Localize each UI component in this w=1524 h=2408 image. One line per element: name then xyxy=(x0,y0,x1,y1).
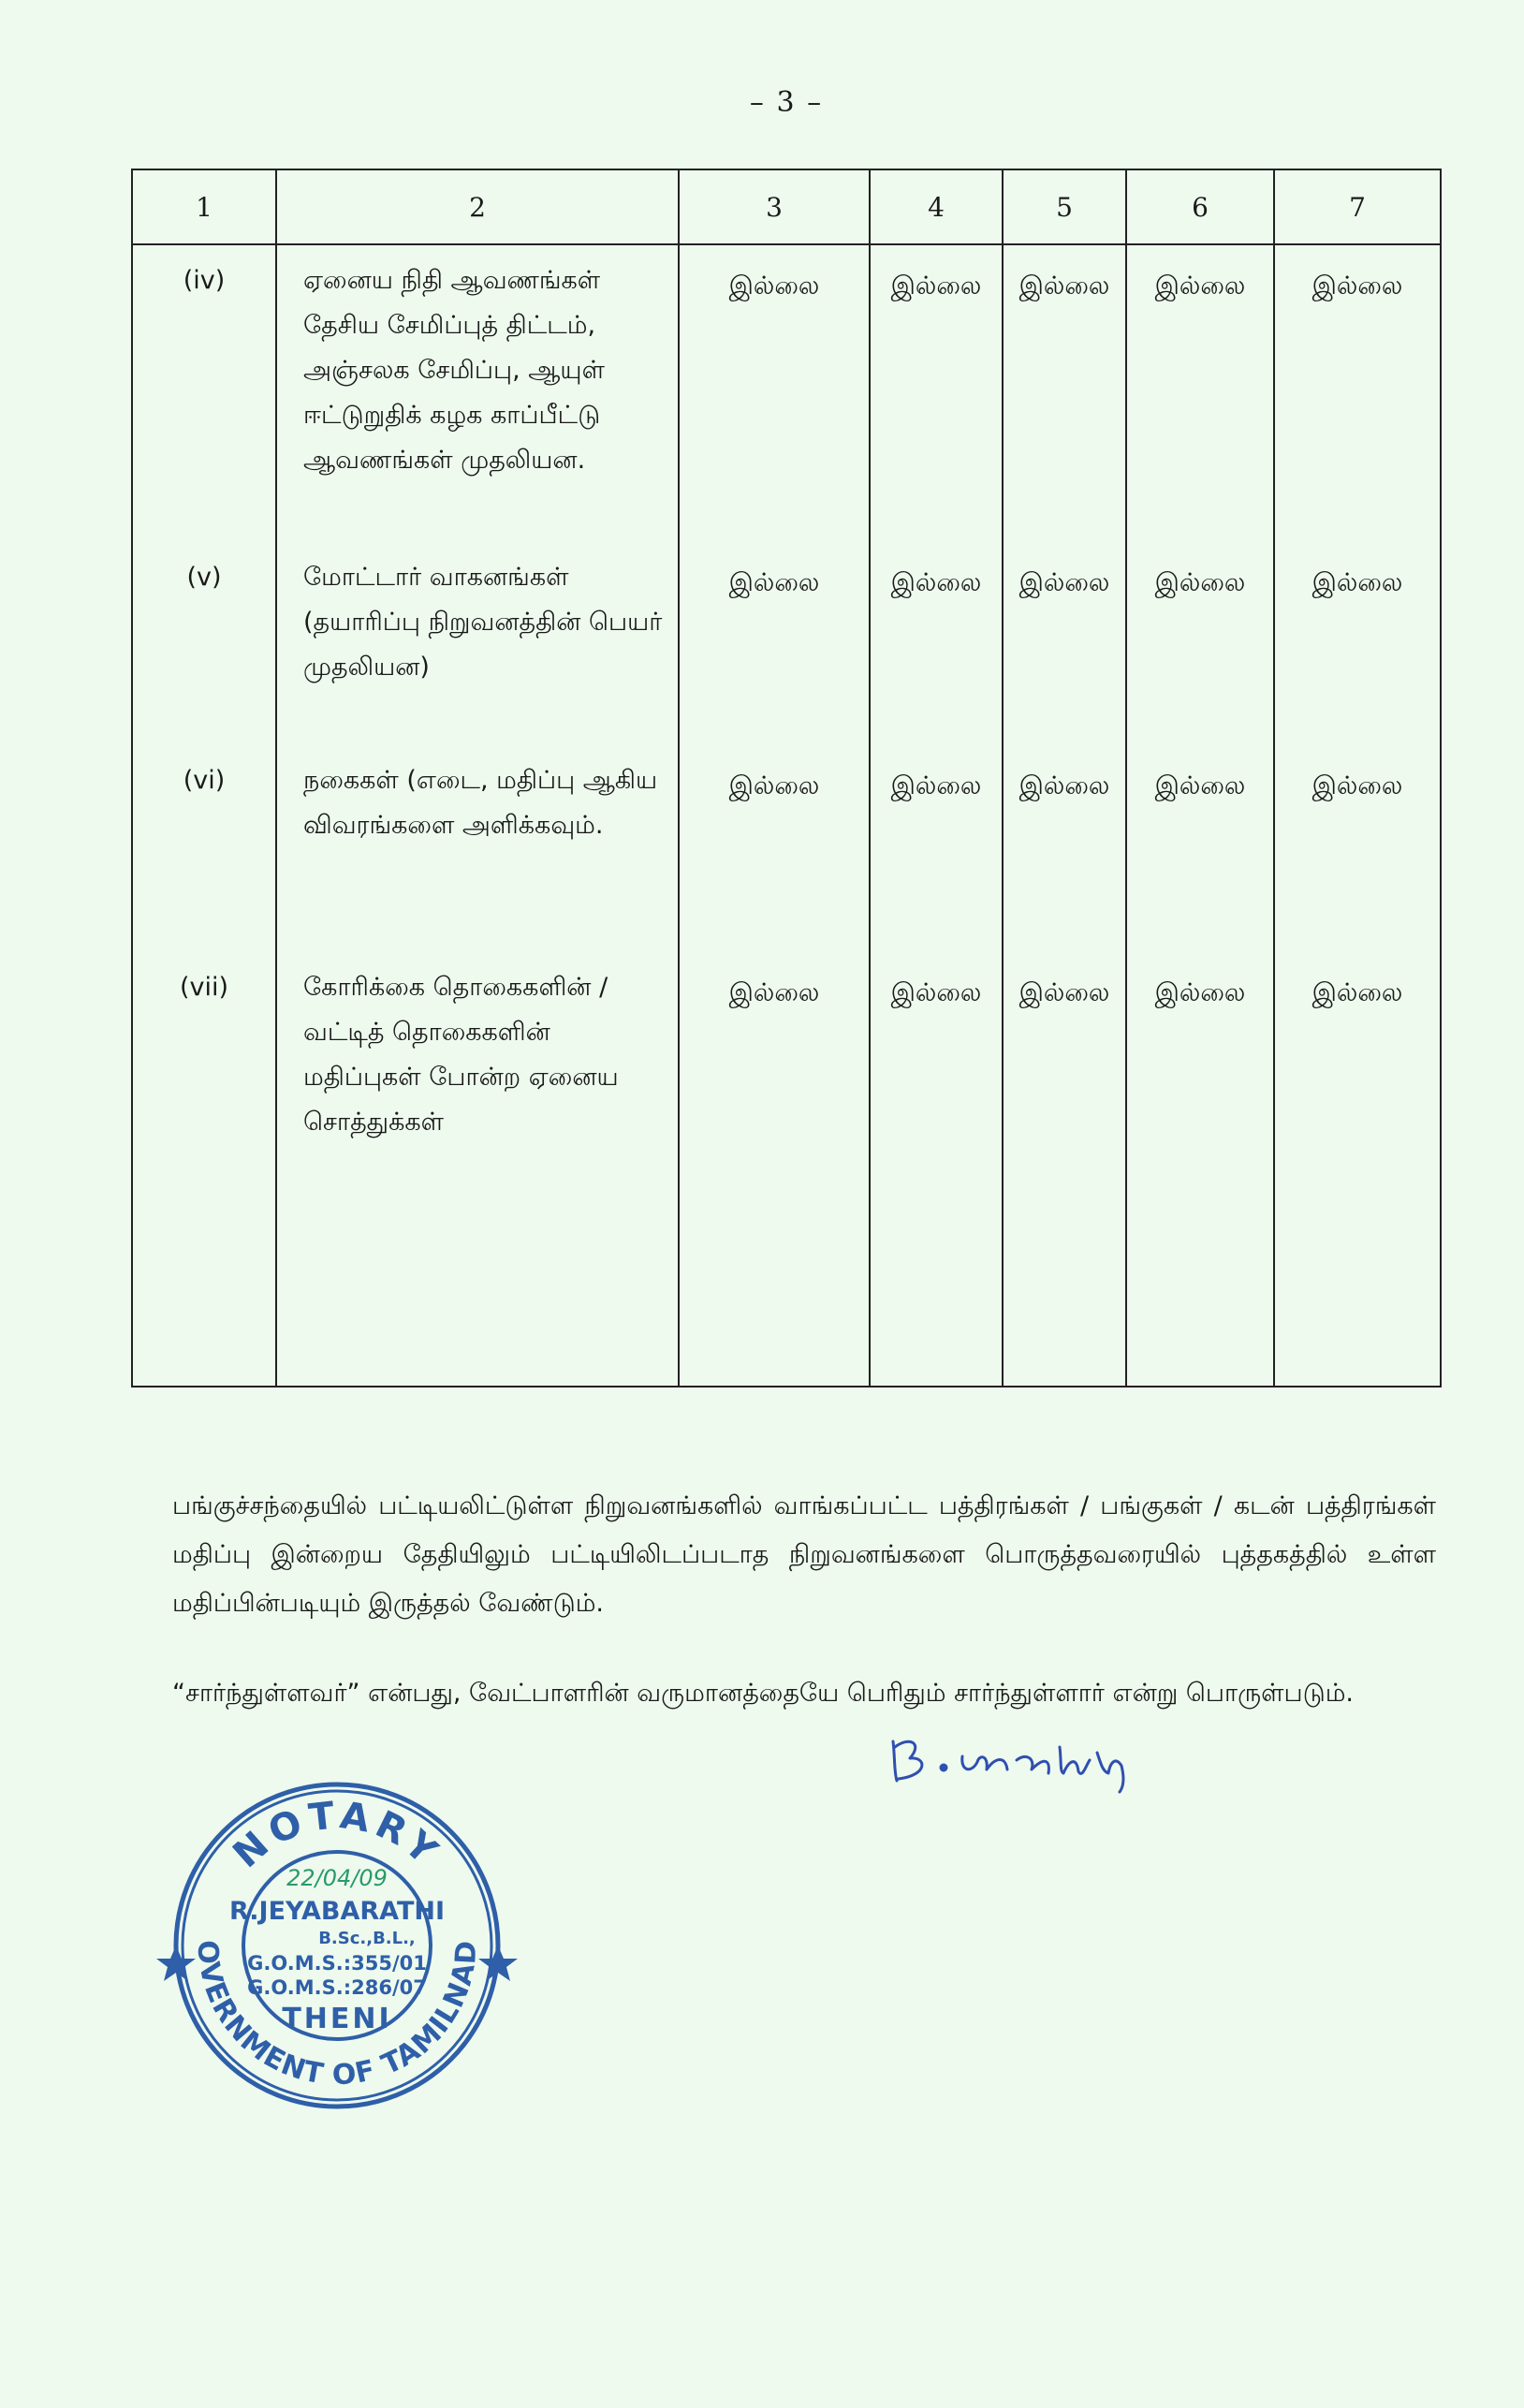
value-cell: இல்லை xyxy=(1126,952,1274,1387)
value-cell: இல்லை xyxy=(1003,745,1126,952)
value-cell: இல்லை xyxy=(679,952,870,1387)
row-description: நகைகள் (எடை, மதிப்பு ஆகிய விவரங்களை அளிக்கவும். xyxy=(276,745,679,952)
note-paragraph-securities: பங்குச்சந்தையில் பட்டியலிட்டுள்ள நிறுவனங்களில் வாங்கப்பட்ட பத்திரங்கள் / பங்குகள் / கடன் பத்திரங்கள் மதிப்பு இன்றைய தேதியிலும் பட்டியிலிடப்படாத நிறுவனங்களை பொருத்தவரையில் புத்தகத்தில் உள்ள மதிப்பின்படியும் இருத்தல் வேண்டும். xyxy=(172,1491,1436,1618)
star-icon xyxy=(156,1945,196,1981)
value-cell: இல்லை xyxy=(1126,745,1274,952)
stamp-place: THENI xyxy=(282,2003,392,2035)
row-description: கோரிக்கை தொகைகளின் / வட்டித் தொகைகளின் மதிப்புகள் போன்ற ஏனைய சொத்துக்கள் xyxy=(276,952,679,1387)
signature xyxy=(886,1719,1185,1798)
star-icon xyxy=(478,1945,518,1981)
table-row xyxy=(132,745,1441,952)
row-description: ஏனைய நிதி ஆவணங்கள் தேசிய சேமிப்புத் திட்டம், அஞ்சலக சேமிப்பு, ஆயுள் ஈட்டுறுதிக் கழக காப்பீட்டு ஆவணங்கள் முதலியன. xyxy=(276,244,679,542)
row-number: (v) xyxy=(132,542,276,745)
table-row xyxy=(132,952,1441,1387)
column-header: 5 xyxy=(1003,169,1126,244)
value-cell: இல்லை xyxy=(679,745,870,952)
stamp-degree: B.Sc.,B.L., xyxy=(318,1929,416,1948)
value-cell: இல்லை xyxy=(1003,952,1126,1387)
column-header: 1 xyxy=(132,169,276,244)
value-cell: இல்லை xyxy=(870,244,1003,542)
value-cell: இல்லை xyxy=(1274,244,1441,542)
notary-seal xyxy=(150,1779,524,2120)
page-number: – 3 – xyxy=(749,86,824,119)
signature-scribble-icon xyxy=(886,1719,1185,1794)
column-header: 3 xyxy=(679,169,870,244)
value-cell: இல்லை xyxy=(1003,542,1126,745)
stamp-goms-1: G.O.M.S.:355/01 xyxy=(247,1952,427,1975)
value-cell: இல்லை xyxy=(1274,745,1441,952)
table-row xyxy=(132,244,1441,542)
value-cell: இல்லை xyxy=(679,542,870,745)
stamp-name: R.JEYABARATHI xyxy=(228,1897,446,1926)
table-header-row xyxy=(132,169,1441,244)
stamp-top-text: NOTARY xyxy=(225,1794,449,1877)
value-cell: இல்லை xyxy=(1003,244,1126,542)
table-row xyxy=(132,542,1441,745)
row-number: (iv) xyxy=(132,244,276,542)
note-paragraph-dependent: “சார்ந்துள்ளவர்” என்பது, வேட்பாளரின் வருமானத்தையே பெரிதும் சார்ந்துள்ளார் என்று பொருள்படும். xyxy=(172,1679,1354,1708)
notary-stamp-icon xyxy=(150,1779,524,2116)
column-header: 4 xyxy=(870,169,1003,244)
stamp-date: 22/04/09 xyxy=(286,1865,388,1891)
column-header: 6 xyxy=(1126,169,1274,244)
column-header: 7 xyxy=(1274,169,1441,244)
column-header: 2 xyxy=(276,169,679,244)
value-cell: இல்லை xyxy=(870,745,1003,952)
value-cell: இல்லை xyxy=(1274,952,1441,1387)
value-cell: இல்லை xyxy=(679,244,870,542)
value-cell: இல்லை xyxy=(1274,542,1441,745)
stamp-goms-2: G.O.M.S.:286/07 xyxy=(247,1976,427,1999)
assets-table xyxy=(131,169,1440,1388)
value-cell: இல்லை xyxy=(1126,244,1274,542)
stamp-bottom-text: OVERNMENT OF TAMILNAD xyxy=(190,1939,484,2092)
value-cell: இல்லை xyxy=(870,542,1003,745)
value-cell: இல்லை xyxy=(1126,542,1274,745)
row-number: (vi) xyxy=(132,745,276,952)
value-cell: இல்லை xyxy=(870,952,1003,1387)
row-description: மோட்டார் வாகனங்கள் (தயாரிப்பு நிறுவனத்தின் பெயர் முதலியன) xyxy=(276,542,679,745)
row-number: (vii) xyxy=(132,952,276,1387)
